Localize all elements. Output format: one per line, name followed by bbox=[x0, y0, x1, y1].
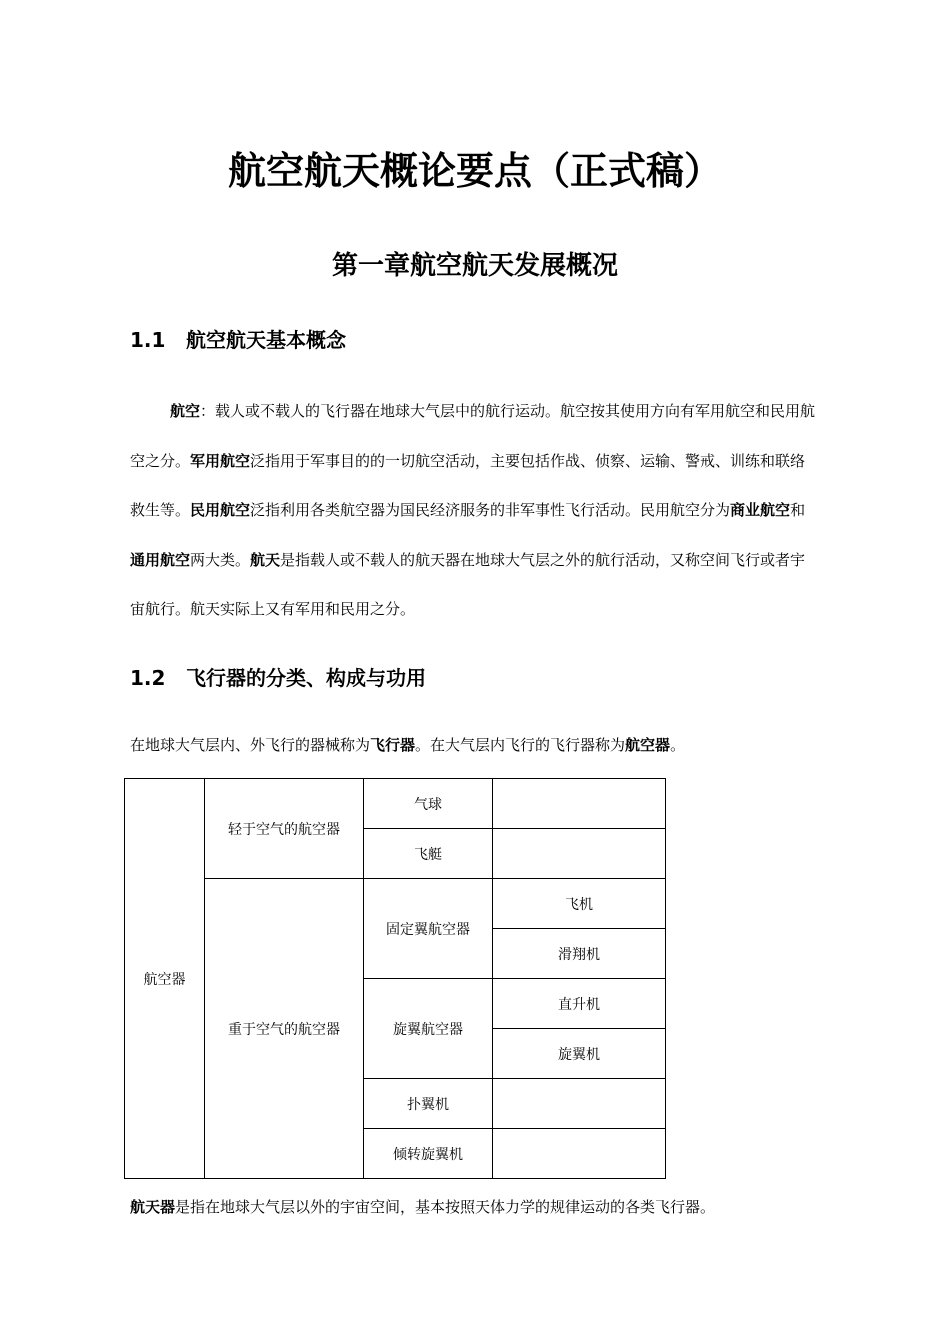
keyword-term: 航天器 bbox=[130, 1198, 176, 1216]
text-segment: 泛指用于军事目的的一切航空活动，主要包括作战、侦察、运输、警戒、训练和联络救生等。 bbox=[130, 451, 806, 519]
document-title: 航空航天概论要点（正式稿） bbox=[227, 149, 722, 193]
aircraft-classification-table bbox=[124, 778, 666, 1179]
table-cell: 旋翼机 bbox=[493, 1029, 666, 1079]
text-segment: 泛指利用各类航空器为国民经济服务的非军事性飞行活动。民用航空分为 bbox=[250, 501, 731, 519]
table-cell-fixed-wing: 固定翼航空器 bbox=[364, 879, 493, 979]
table-cell: 气球 bbox=[364, 779, 493, 829]
paragraph-aviation-definition bbox=[130, 387, 820, 635]
keyword-term: 商业航空 bbox=[730, 501, 791, 519]
paragraph-spacecraft-definition bbox=[130, 1192, 820, 1222]
table-cell-heavier-than-air: 重于空气的航空器 bbox=[205, 879, 364, 1179]
keyword-term: 航空 bbox=[170, 402, 201, 420]
keyword-term: 飞行器 bbox=[370, 736, 416, 754]
text-segment: ：载人或不载人的飞行器在地球大气层中的航行运动。航空按其使用方向有军用航空和民用航空之分。 bbox=[130, 402, 816, 470]
paragraph-aircraft-definition bbox=[130, 730, 820, 760]
text-segment: 是指载人或不载人的航天器在地球大气层之外的航行活动，又称空间飞行或者宇宙航行。航天实际上又有军用和民用之分。 bbox=[130, 550, 806, 618]
keyword-term: 军用航空 bbox=[190, 451, 251, 470]
section-heading-1-2 bbox=[130, 662, 426, 691]
text-segment: 。 bbox=[670, 736, 686, 754]
table-cell: 直升机 bbox=[493, 979, 666, 1029]
section-title: 飞行器的分类、构成与功用 bbox=[186, 666, 426, 690]
section-title: 航空航天基本概念 bbox=[186, 328, 346, 352]
text-segment: 和 bbox=[790, 501, 806, 519]
table-cell: 扑翼机 bbox=[364, 1079, 493, 1129]
table-cell-rotary-wing: 旋翼航空器 bbox=[364, 979, 493, 1079]
table-cell-empty bbox=[493, 1129, 666, 1179]
keyword-term: 通用航空 bbox=[130, 550, 191, 569]
table-cell-lighter-than-air: 轻于空气的航空器 bbox=[205, 779, 364, 879]
table-cell-empty bbox=[493, 1079, 666, 1129]
text-segment: 是指在地球大气层以外的宇宙空间，基本按照天体力学的规律运动的各类飞行器。 bbox=[175, 1198, 716, 1216]
table-cell-empty bbox=[493, 829, 666, 879]
text-segment: 在地球大气层内、外飞行的器械称为 bbox=[130, 736, 371, 754]
table-cell-root: 航空器 bbox=[125, 779, 205, 1179]
table-cell: 飞机 bbox=[493, 879, 666, 929]
table-row bbox=[125, 779, 666, 829]
text-segment: 两大类。 bbox=[190, 550, 251, 569]
section-heading-1-1 bbox=[130, 324, 346, 353]
text-segment: 。在大气层内飞行的飞行器称为 bbox=[415, 736, 626, 754]
section-number: 1.2 bbox=[130, 666, 166, 690]
keyword-term: 民用航空 bbox=[190, 501, 251, 519]
table-cell-empty bbox=[493, 779, 666, 829]
section-number: 1.1 bbox=[130, 328, 166, 352]
keyword-term: 航天 bbox=[250, 550, 281, 569]
table-row bbox=[125, 879, 666, 929]
table-cell: 飞艇 bbox=[364, 829, 493, 879]
table-cell: 倾转旋翼机 bbox=[364, 1129, 493, 1179]
keyword-term: 航空器 bbox=[625, 736, 671, 754]
chapter-heading: 第一章航空航天发展概况 bbox=[331, 251, 618, 281]
table-cell: 滑翔机 bbox=[493, 929, 666, 979]
